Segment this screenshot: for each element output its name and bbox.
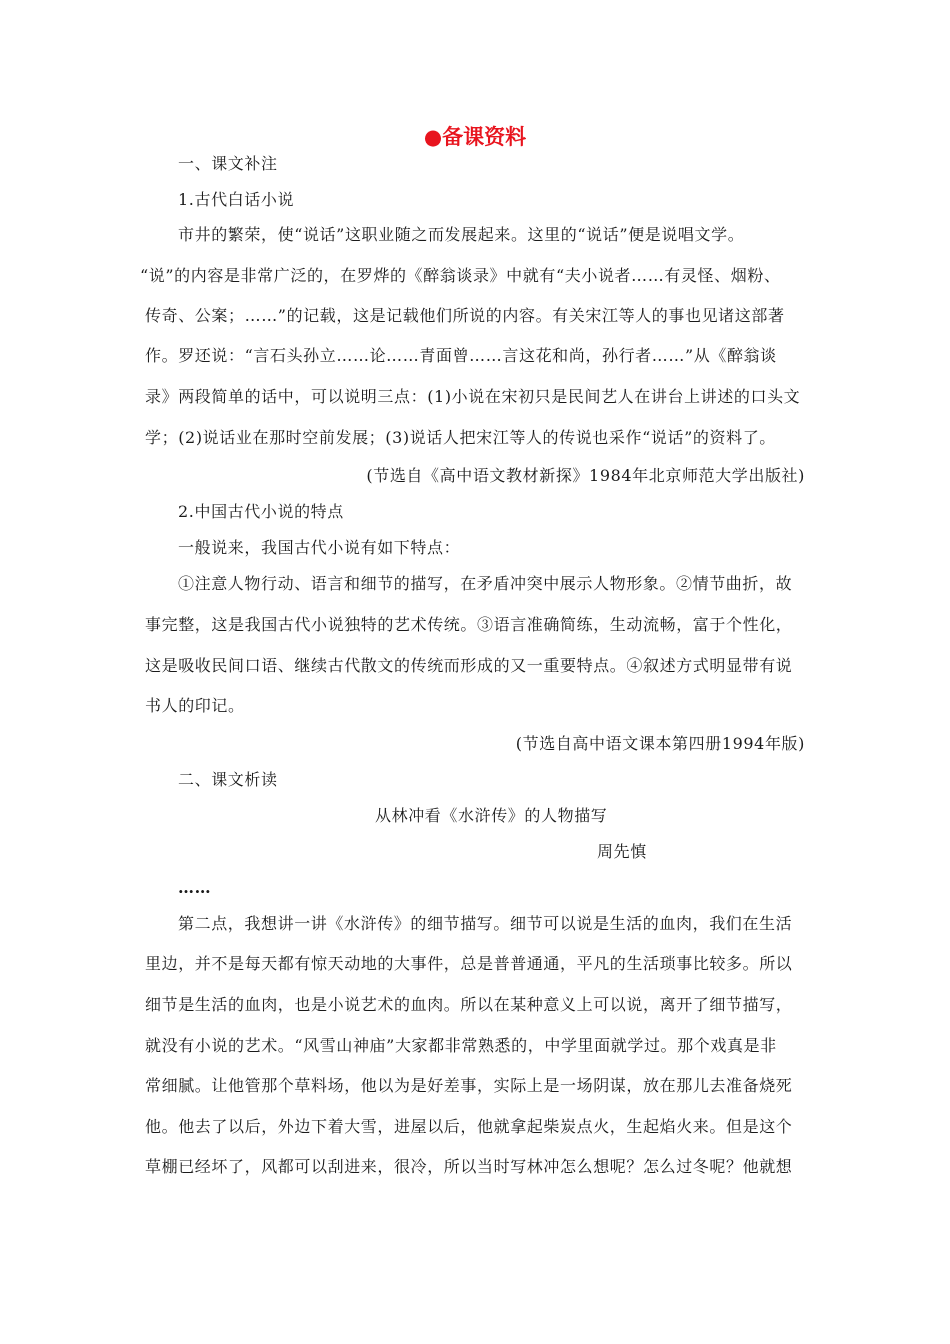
paragraph-line: 传奇、公案；……”的记载，这是记载他们所说的内容。有关宋江等人的事也见诸这部著 <box>145 306 785 325</box>
paragraph-line: 第二点，我想讲一讲《水浒传》的细节描写。细节可以说是生活的血肉，我们在生活 <box>178 914 793 933</box>
paragraph-line: 事完整，这是我国古代小说独特的艺术传统。③语言准确简练，生动流畅，富于个性化， <box>145 615 793 634</box>
section-heading: 一、课文补注 <box>178 154 278 173</box>
paragraph-line: 这是吸收民间口语、继续古代散文的传统而形成的又一重要特点。④叙述方式明显带有说 <box>145 656 793 675</box>
source-citation: (节选自《高中语文教材新探》1984年北京师范大学出版社) <box>366 466 805 485</box>
paragraph-line: 学；(2)说话业在那时空前发展；(3)说话人把宋江等人的传说也采作“说话”的资料了。 <box>145 428 776 447</box>
paragraph-line: ①注意人物行动、语言和细节的描写，在矛盾冲突中展示人物形象。②情节曲折，故 <box>178 574 793 593</box>
subsection-heading: 2.中国古代小说的特点 <box>178 502 344 521</box>
section-heading: 二、课文析读 <box>178 770 278 789</box>
paragraph-line: 常细腻。让他管那个草料场，他以为是好差事，实际上是一场阴谋，放在那儿去准备烧死 <box>145 1076 793 1095</box>
paragraph-line: 草棚已经坏了，风都可以刮进来，很冷，所以当时写林冲怎么想呢？怎么过冬呢？他就想 <box>145 1157 793 1176</box>
ellipsis: …… <box>178 878 212 897</box>
page-title: ●备课资料 <box>423 125 527 149</box>
source-citation: (节选自高中语文课本第四册1994年版) <box>515 734 805 753</box>
paragraph-line: 录》两段简单的话中，可以说明三点：(1)小说在宋初只是民间艺人在讲台上讲述的口头文 <box>145 387 801 406</box>
article-author: 周先慎 <box>597 842 647 861</box>
paragraph-line: 他。他去了以后，外边下着大雪，进屋以后，他就拿起柴炭点火，生起焰火来。但是这个 <box>145 1117 793 1136</box>
paragraph-line: 就没有小说的艺术。“风雪山神庙”大家都非常熟悉的，中学里面就学过。那个戏真是非 <box>145 1036 777 1055</box>
paragraph-line: “说”的内容是非常广泛的，在罗烨的《醉翁谈录》中就有“夫小说者……有灵怪、烟粉、 <box>140 266 781 285</box>
paragraph-line: 一般说来，我国古代小说有如下特点： <box>178 538 461 557</box>
paragraph-line: 里边，并不是每天都有惊天动地的大事件，总是普普通通，平凡的生活琐事比较多。所以 <box>145 954 793 973</box>
paragraph-line: 作。罗还说：“言石头孙立……论……青面曾……言这花和尚，孙行者……”从《醉翁谈 <box>145 346 777 365</box>
paragraph-line: 细节是生活的血肉，也是小说艺术的血肉。所以在某种意义上可以说，离开了细节描写， <box>145 995 793 1014</box>
subsection-heading: 1.古代白话小说 <box>178 190 295 209</box>
article-title: 从林冲看《水浒传》的人物描写 <box>375 806 608 825</box>
paragraph-line: 书人的印记。 <box>145 696 245 715</box>
paragraph-line: 市井的繁荣，使“说话”这职业随之而发展起来。这里的“说话”便是说唱文学。 <box>178 225 745 244</box>
